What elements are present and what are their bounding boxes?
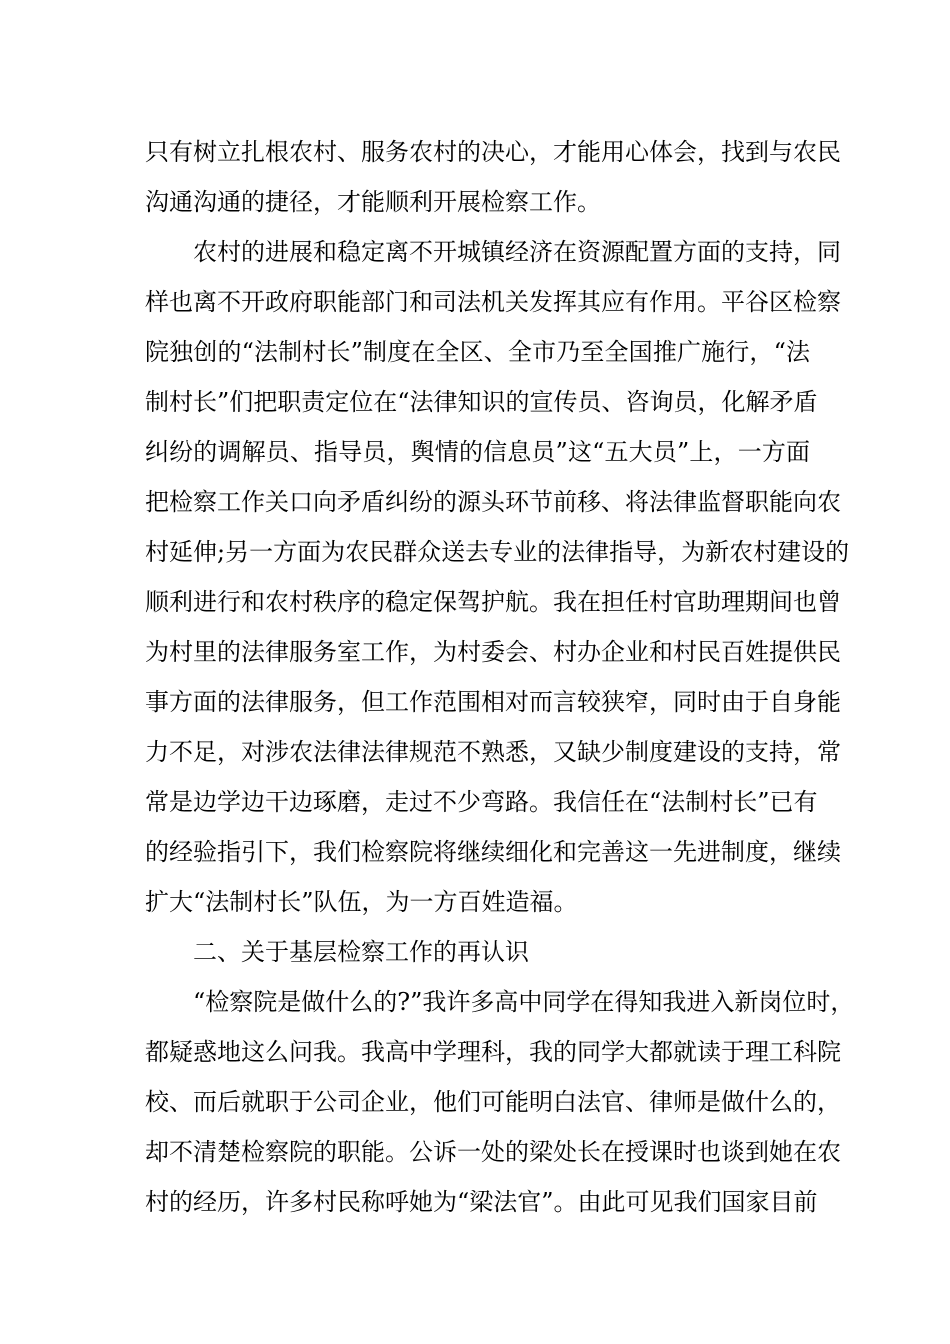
text-line-1: 只有树立扎根农村、服务农村的决心，才能用心体会，找到与农民: [145, 138, 841, 166]
text-line-19: 都疑惑地这么问我。我高中学理科，我的同学大都就读于理工科院: [145, 1038, 841, 1066]
text-line-21: 却不清楚检察院的职能。公诉一处的梁处长在授课时也谈到她在农: [145, 1138, 841, 1166]
text-line-12: 事方面的法律服务，但工作范围相对而言较狭窄，同时由于自身能: [145, 688, 841, 716]
text-line-7: 纠纷的调解员、指导员，舆情的信息员”这“五大员”上，一方面: [145, 438, 810, 466]
text-line-20: 校、而后就职于公司企业，他们可能明白法官、律师是做什么的，: [145, 1088, 841, 1116]
text-line-6: 制村长”们把职责定位在“法律知识的宣传员、咨询员，化解矛盾: [145, 388, 818, 416]
text-line-14: 常是边学边干边琢磨，走过不少弯路。我信任在“法制村长”已有: [145, 788, 818, 816]
text-line-22: 村的经历，许多村民称呼她为“梁法官”。由此可见我们国家目前: [145, 1188, 818, 1216]
text-line-11: 为村里的法律服务室工作，为村委会、村办企业和村民百姓提供民: [145, 638, 841, 666]
text-line-18: “检察院是做什么的?”我许多高中同学在得知我进入新岗位时，: [193, 988, 855, 1016]
text-line-3: 农村的进展和稳定离不开城镇经济在资源配置方面的支持，同: [193, 238, 841, 266]
text-line-9: 村延伸;另一方面为农民群众送去专业的法律指导，为新农村建设的: [145, 538, 850, 566]
text-line-5: 院独创的“法制村长”制度在全区、全市乃至全国推广施行，“法: [145, 338, 810, 366]
text-line-2: 沟通沟通的捷径，才能顺利开展检察工作。: [145, 188, 601, 216]
text-line-8: 把检察工作关口向矛盾纠纷的源头环节前移、将法律监督职能向农: [145, 488, 841, 516]
section-heading: 二、关于基层检察工作的再认识: [193, 938, 529, 966]
text-line-4: 样也离不开政府职能部门和司法机关发挥其应有作用。平谷区检察: [145, 288, 841, 316]
text-line-15: 的经验指引下，我们检察院将继续细化和完善这一先进制度，继续: [145, 838, 841, 866]
text-line-10: 顺利进行和农村秩序的稳定保驾护航。我在担任村官助理期间也曾: [145, 588, 841, 616]
text-line-13: 力不足，对涉农法律法律规范不熟悉，又缺少制度建设的支持，常: [145, 738, 841, 766]
text-line-16: 扩大“法制村长”队伍，为一方百姓造福。: [145, 888, 578, 916]
